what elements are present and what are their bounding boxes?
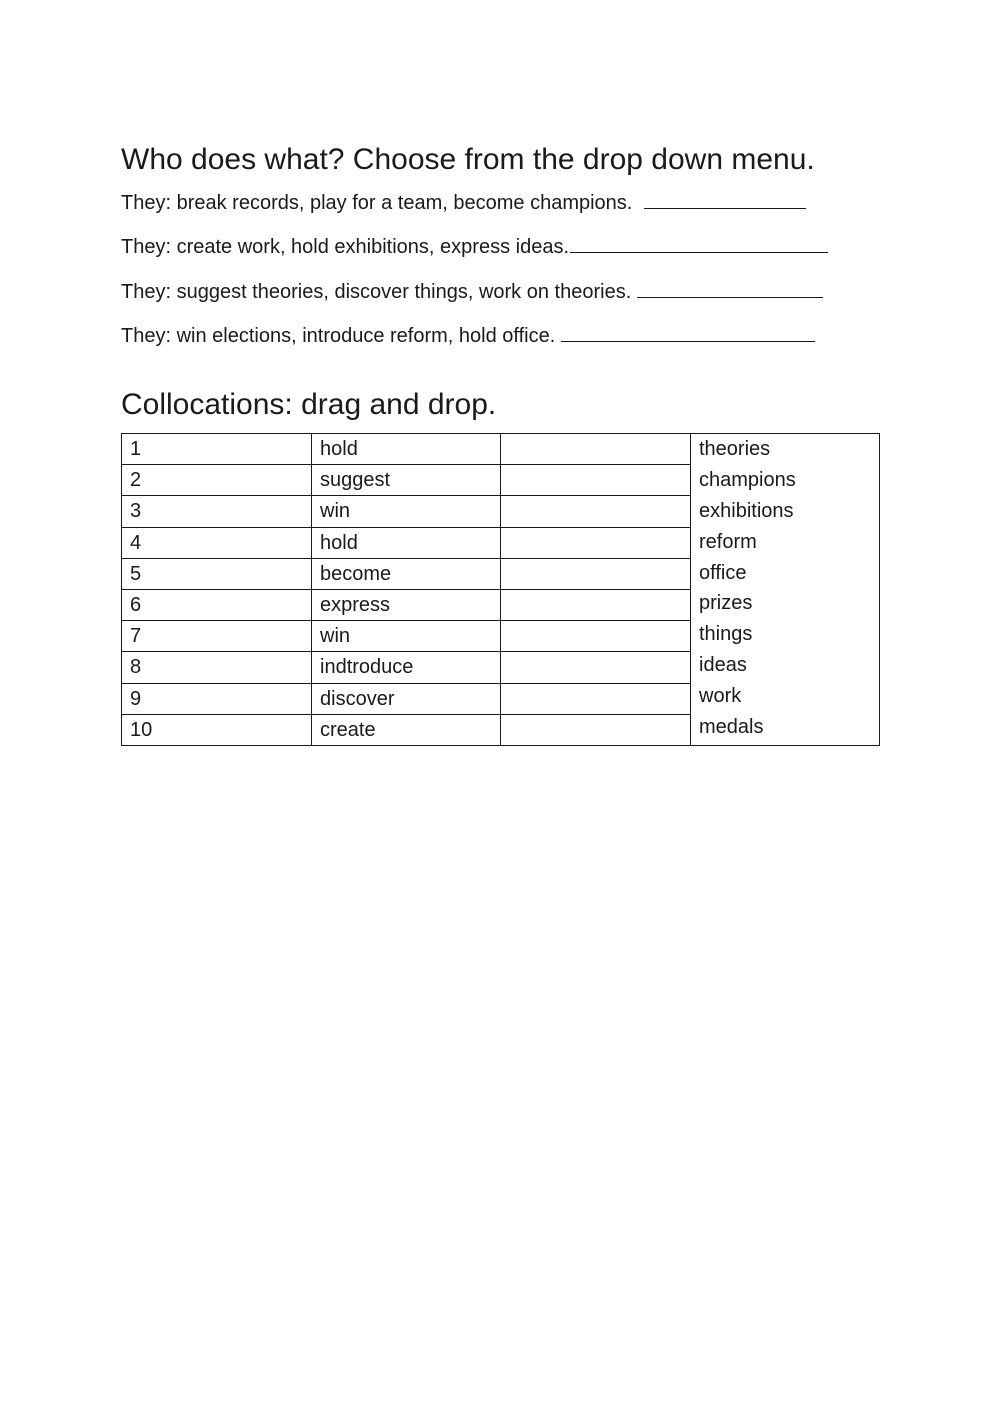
- question-4: [121, 323, 815, 349]
- drop-zone[interactable]: [501, 683, 691, 714]
- answer-dropdown[interactable]: [644, 190, 806, 209]
- draggable-word[interactable]: office: [699, 561, 747, 584]
- drop-zone[interactable]: [501, 652, 691, 683]
- row-verb: hold: [312, 527, 501, 558]
- row-verb: suggest: [312, 465, 501, 496]
- question-text: They: create work, hold exhibitions, express ideas.: [121, 236, 569, 258]
- drop-zone[interactable]: [501, 558, 691, 589]
- row-verb: win: [312, 496, 501, 527]
- row-verb: become: [312, 558, 501, 589]
- row-number: 3: [122, 496, 312, 527]
- row-number: 1: [122, 434, 312, 465]
- row-number: 9: [122, 683, 312, 714]
- draggable-word[interactable]: champions: [699, 468, 796, 491]
- section-title-collocations: Collocations: drag and drop.: [121, 388, 497, 421]
- question-2: [121, 234, 828, 260]
- row-verb: win: [312, 621, 501, 652]
- drop-zone[interactable]: [501, 621, 691, 652]
- row-verb: hold: [312, 434, 501, 465]
- drop-zone[interactable]: [501, 589, 691, 620]
- row-number: 6: [122, 589, 312, 620]
- answer-dropdown[interactable]: [561, 323, 815, 342]
- word-bank: [691, 434, 880, 746]
- row-number: 5: [122, 558, 312, 589]
- drop-zone[interactable]: [501, 496, 691, 527]
- answer-dropdown[interactable]: [570, 234, 828, 253]
- draggable-word[interactable]: work: [699, 685, 742, 708]
- row-number: 8: [122, 652, 312, 683]
- section-title-who-does-what: Who does what? Choose from the drop down menu.: [121, 143, 815, 176]
- collocations-table: [121, 433, 880, 746]
- draggable-word[interactable]: prizes: [699, 592, 753, 615]
- drop-zone[interactable]: [501, 714, 691, 745]
- row-number: 7: [122, 621, 312, 652]
- draggable-word[interactable]: ideas: [699, 654, 747, 677]
- drop-zone[interactable]: [501, 434, 691, 465]
- question-1: [121, 190, 806, 216]
- question-3: [121, 279, 823, 305]
- row-verb: discover: [312, 683, 501, 714]
- drop-zone[interactable]: [501, 527, 691, 558]
- draggable-word[interactable]: reform: [699, 530, 757, 553]
- draggable-word[interactable]: exhibitions: [699, 499, 794, 522]
- answer-dropdown[interactable]: [637, 279, 823, 298]
- draggable-word[interactable]: theories: [699, 438, 771, 460]
- question-text: They: suggest theories, discover things, work on theories.: [121, 281, 632, 303]
- row-verb: indtroduce: [312, 652, 501, 683]
- row-number: 2: [122, 465, 312, 496]
- question-text: They: win elections, introduce reform, hold office.: [121, 325, 556, 347]
- row-number: 10: [122, 714, 312, 745]
- drop-zone[interactable]: [501, 465, 691, 496]
- row-verb: express: [312, 589, 501, 620]
- table-row: [122, 434, 880, 465]
- row-number: 4: [122, 527, 312, 558]
- row-verb: create: [312, 714, 501, 745]
- question-text: They: break records, play for a team, become champions.: [121, 192, 633, 214]
- draggable-word[interactable]: things: [699, 623, 753, 646]
- draggable-word[interactable]: medals: [699, 716, 764, 739]
